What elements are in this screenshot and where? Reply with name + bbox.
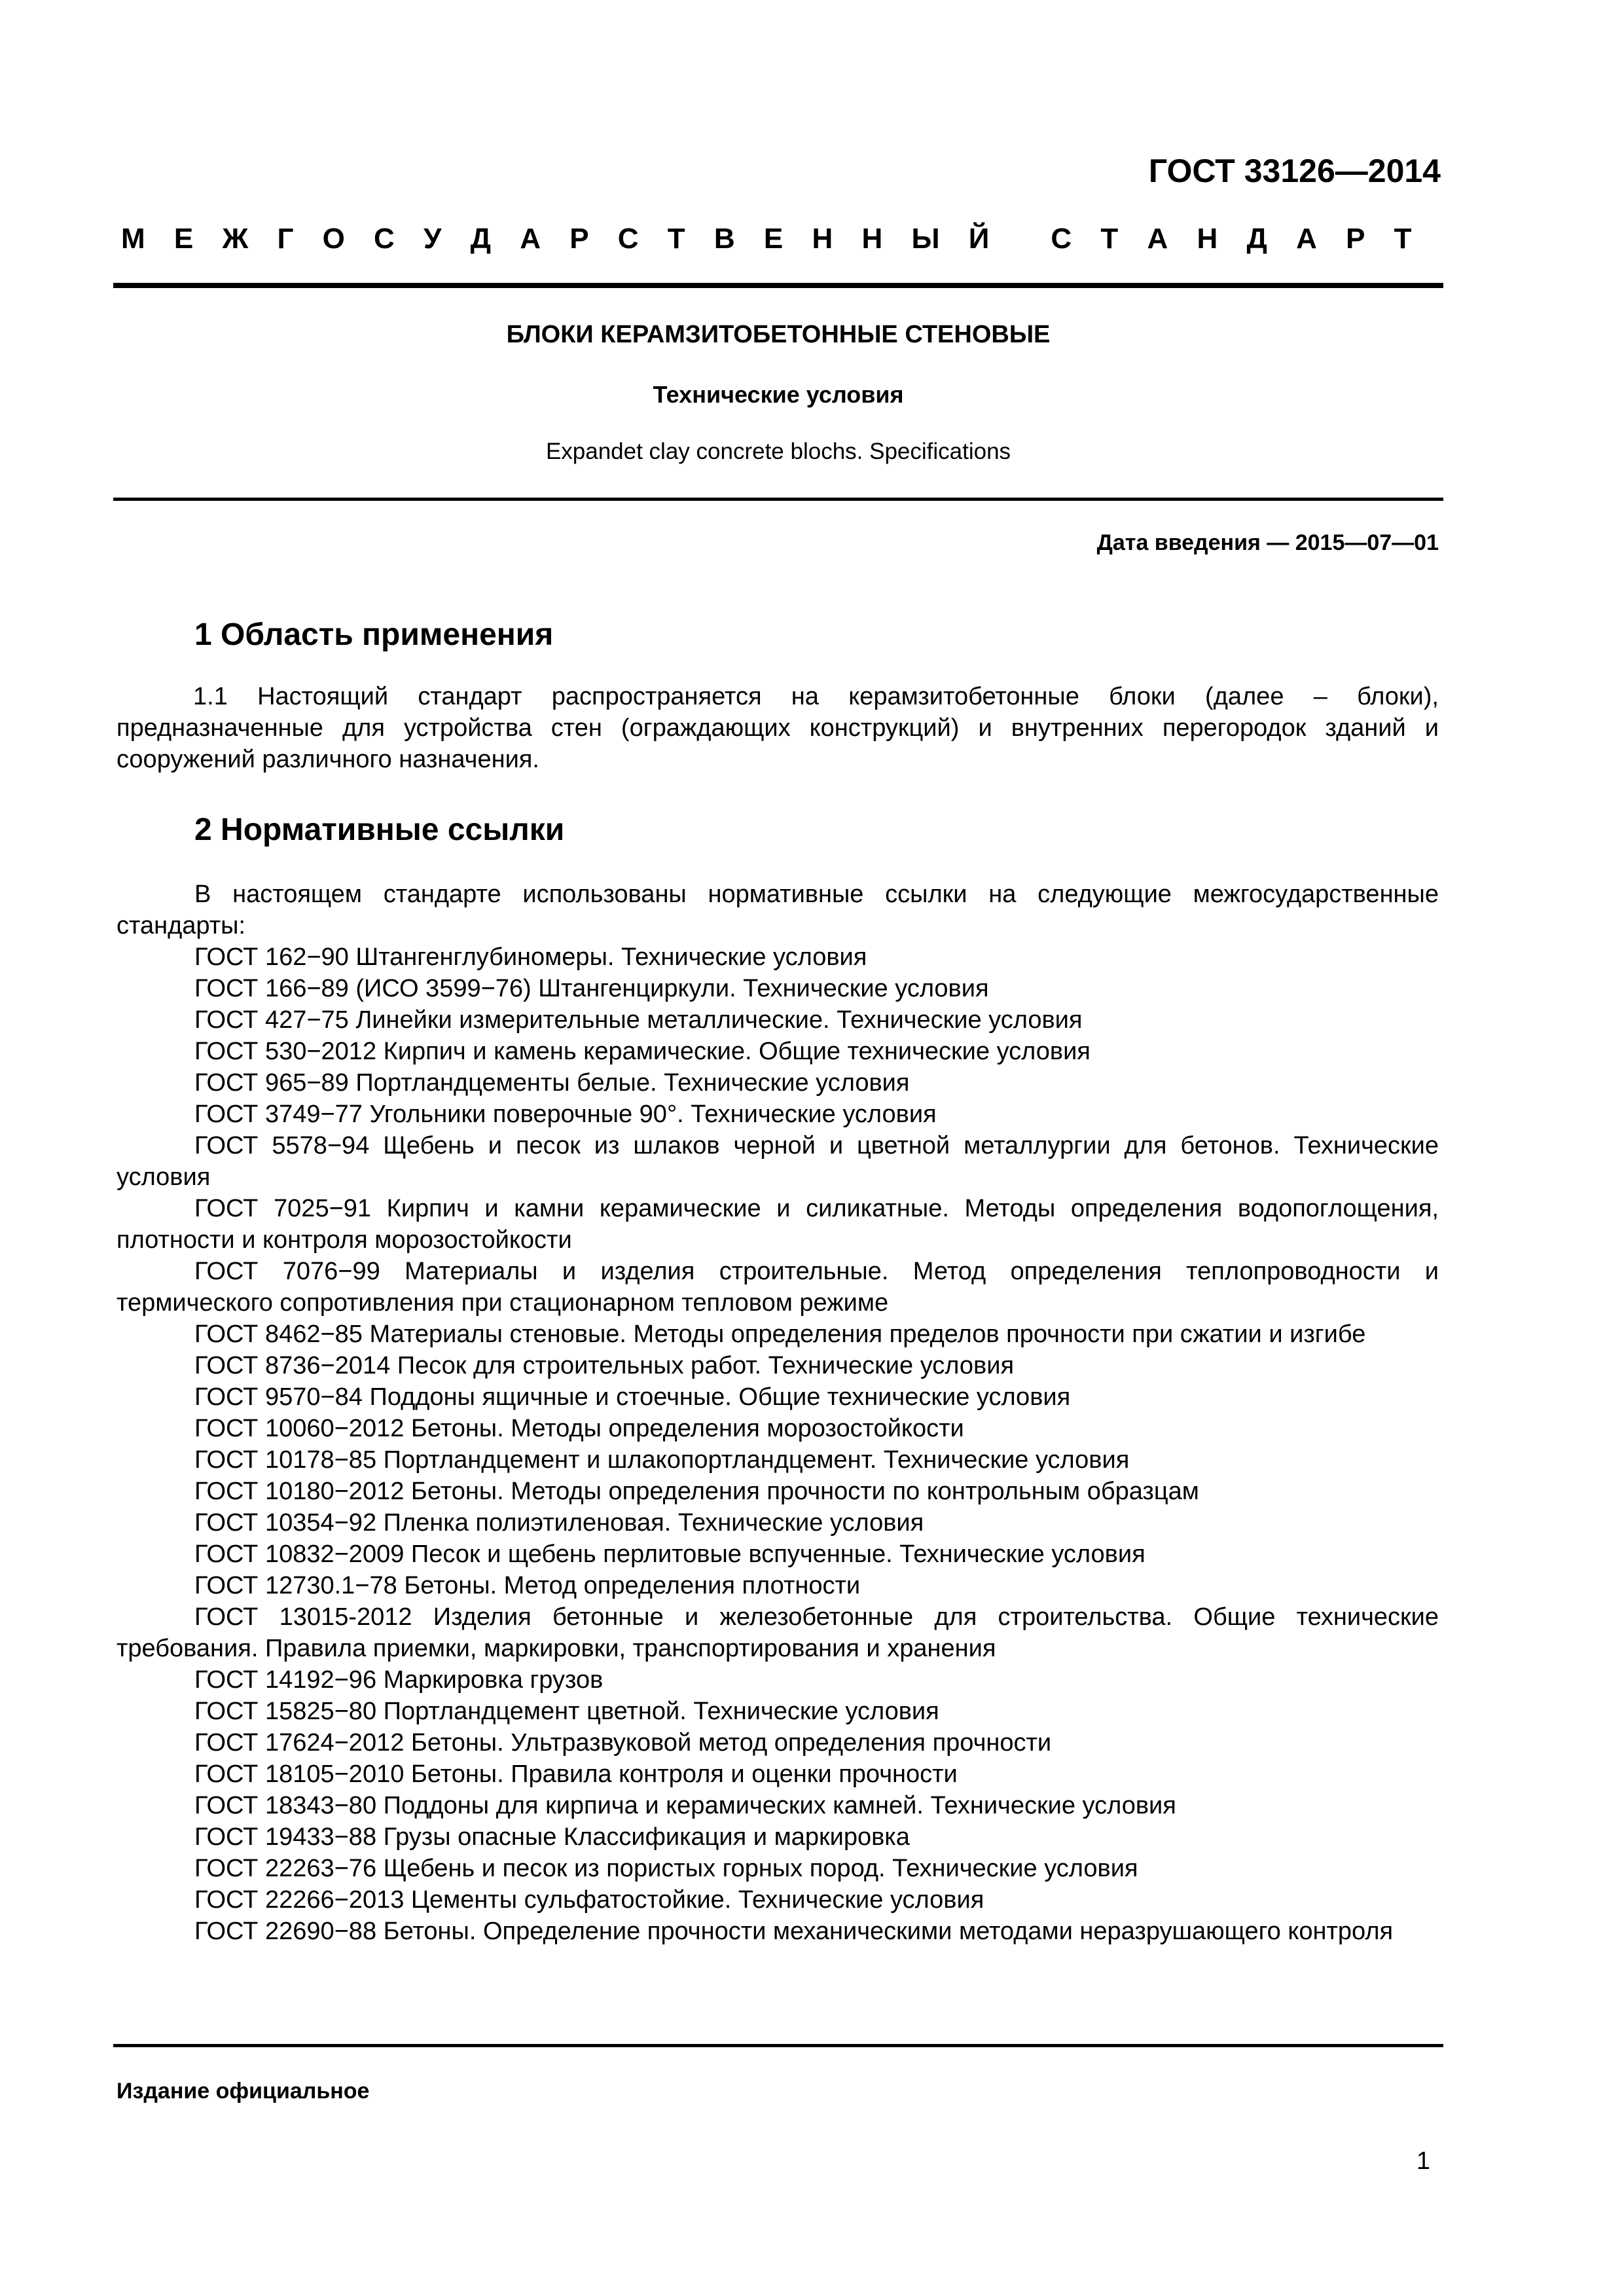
document-subtitle: Технические условия <box>653 381 904 408</box>
reference-item: ГОСТ 12730.1−78 Бетоны. Метод определения плотности <box>194 1572 861 1599</box>
reference-item: ГОСТ 18343−80 Поддоны для кирпича и керамических камней. Технические условия <box>194 1792 1176 1819</box>
official-edition-label: Издание официальное <box>117 2079 370 2104</box>
section-2-heading: 2 Нормативные ссылки <box>194 812 565 847</box>
reference-item: ГОСТ 9570−84 Поддоны ящичные и стоечные. Общие технические условия <box>194 1383 1071 1411</box>
section-1-text: 1.1 Настоящий стандарт распространяется на керамзитобетонные блоки (далее – блоки), предназначенные для устройства стен (ограждающих конструкций) и внутренних перегородок зданий и сооружений различного назначения. <box>117 683 1439 773</box>
references-list <box>117 879 1439 1947</box>
reference-item: ГОСТ 8736−2014 Песок для строительных работ. Технические условия <box>194 1352 1015 1379</box>
reference-item: ГОСТ 427−75 Линейки измерительные металлические. Технические условия <box>194 1006 1083 1034</box>
reference-item: ГОСТ 22690−88 Бетоны. Определение прочности механическими методами неразрушающего контроля <box>194 1918 1394 1945</box>
reference-item: ГОСТ 8462−85 Материалы стеновые. Методы определения пределов прочности при сжатии и изгибе <box>194 1321 1366 1348</box>
standard-type-right: С Т А Н Д А Р Т <box>1051 223 1422 255</box>
reference-item: ГОСТ 14192−96 Маркировка грузов <box>194 1666 604 1694</box>
reference-item: ГОСТ 7076−99 Материалы и изделия строительные. Метод определения теплопроводности и термического сопротивления при стационарном тепловом режиме <box>117 1258 1439 1317</box>
title-divider <box>113 498 1443 501</box>
footer-divider <box>113 2044 1443 2047</box>
reference-item: ГОСТ 5578−94 Щебень и песок из шлаков черной и цветной металлургии для бетонов. Технические условия <box>117 1132 1439 1191</box>
reference-item: ГОСТ 10060−2012 Бетоны. Методы определения морозостойкости <box>194 1415 964 1442</box>
reference-item: ГОСТ 10180−2012 Бетоны. Методы определения прочности по контрольным образцам <box>194 1478 1199 1505</box>
reference-item: ГОСТ 22266−2013 Цементы сульфатостойкие. Технические условия <box>194 1886 984 1914</box>
reference-item: ГОСТ 166−89 (ИСО 3599−76) Штангенциркули. Технические условия <box>194 975 989 1002</box>
reference-item: ГОСТ 10178−85 Портландцемент и шлакопортландцемент. Технические условия <box>194 1446 1130 1474</box>
top-divider <box>113 283 1443 288</box>
section-1-paragraph <box>117 681 1439 775</box>
reference-items <box>117 941 1439 1947</box>
page-number: 1 <box>1416 2147 1430 2175</box>
reference-item: ГОСТ 18105−2010 Бетоны. Правила контроля и оценки прочности <box>194 1760 958 1788</box>
english-title: Expandet clay concrete blochs. Specifications <box>545 439 1011 464</box>
reference-item: ГОСТ 19433−88 Грузы опасные Классификация и маркировка <box>194 1823 910 1851</box>
references-intro: В настоящем стандарте использованы нормативные ссылки на следующие межгосударственные стандарты: <box>117 881 1439 939</box>
document-title: БЛОКИ КЕРАМЗИТОБЕТОННЫЕ СТЕНОВЫЕ <box>506 321 1051 348</box>
reference-item: ГОСТ 10832−2009 Песок и щебень перлитовые вспученные. Технические условия <box>194 1540 1146 1568</box>
reference-item: ГОСТ 22263−76 Щебень и песок из пористых горных пород. Технические условия <box>194 1855 1138 1882</box>
reference-item: ГОСТ 13015-2012 Изделия бетонные и железобетонные для строительства. Общие технические требования. Правила приемки, маркировки, транспортирования и хранения <box>117 1603 1439 1662</box>
reference-item: ГОСТ 7025−91 Кирпич и камни керамические и силикатные. Методы определения водопоглощения, плотности и контроля морозостойкости <box>117 1195 1439 1254</box>
reference-item: ГОСТ 162−90 Штангенглубиномеры. Технические условия <box>194 943 867 971</box>
document-number: ГОСТ 33126—2014 <box>1148 153 1441 189</box>
reference-item: ГОСТ 15825−80 Портландцемент цветной. Технические условия <box>194 1698 939 1725</box>
reference-item: ГОСТ 3749−77 Угольники поверочные 90°. Технические условия <box>194 1101 937 1128</box>
reference-item: ГОСТ 17624−2012 Бетоны. Ультразвуковой метод определения прочности <box>194 1729 1052 1757</box>
section-1-heading: 1 Область применения <box>194 617 554 652</box>
reference-item: ГОСТ 10354−92 Пленка полиэтиленовая. Технические условия <box>194 1509 924 1537</box>
reference-item: ГОСТ 530−2012 Кирпич и камень керамические. Общие технические условия <box>194 1038 1091 1065</box>
introduction-date: Дата введения — 2015—07—01 <box>1096 530 1439 555</box>
reference-item: ГОСТ 965−89 Портландцементы белые. Технические условия <box>194 1069 910 1097</box>
standard-type-header <box>121 223 1430 255</box>
standard-type-left: М Е Ж Г О С У Д А Р С Т В Е Н Н Ы Й <box>121 223 1000 255</box>
